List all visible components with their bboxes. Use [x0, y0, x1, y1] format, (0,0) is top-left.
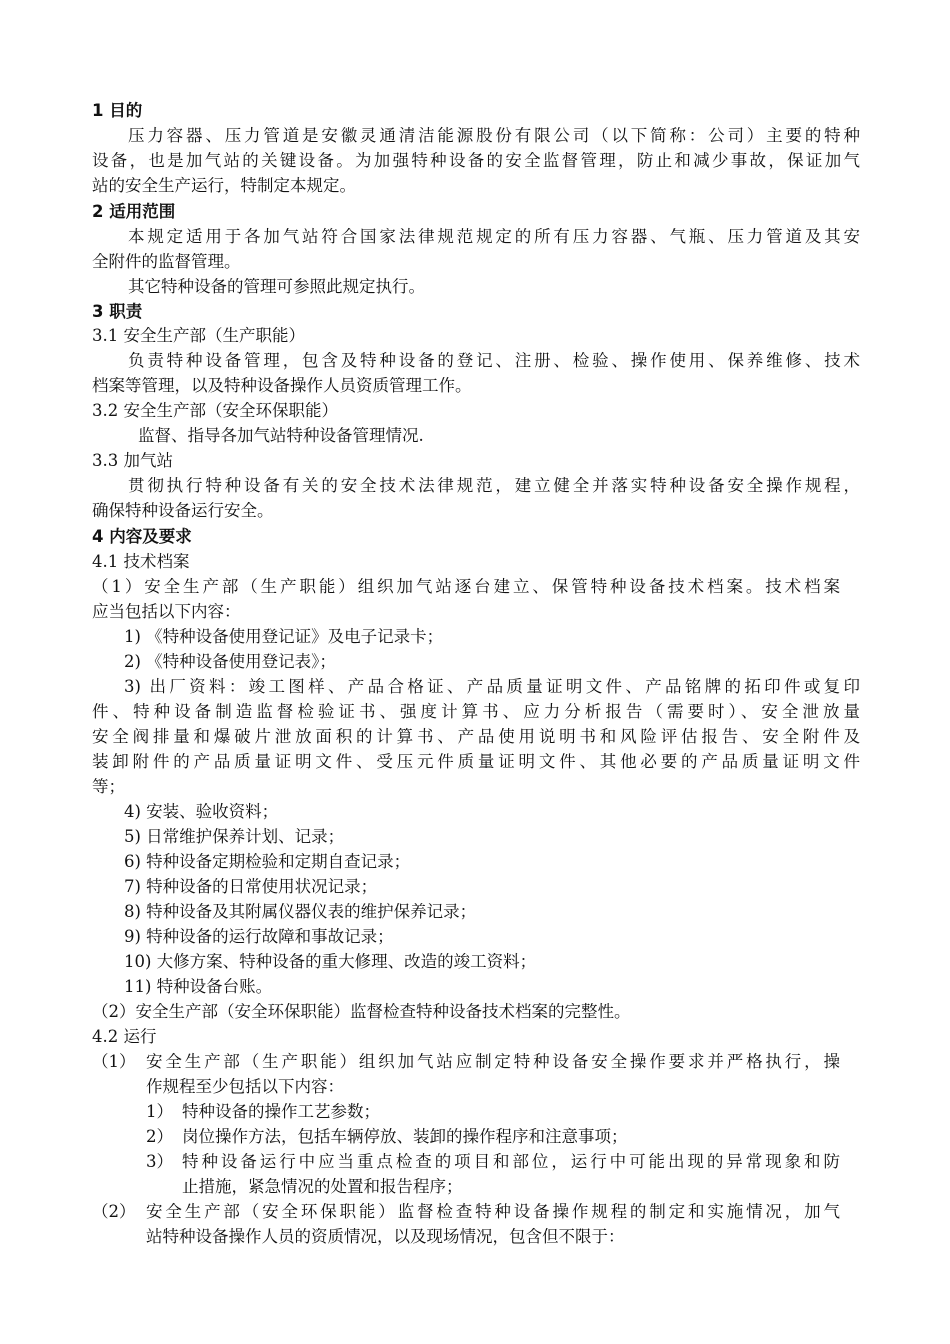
list-item: 5) 日常维护保养计划、记录；	[124, 827, 345, 846]
list-item: 安全生产部（生产职能）组织加气站应制定特种设备安全操作要求并严格执行，操	[146, 1052, 840, 1071]
paragraph-line: 应当包括以下内容：	[92, 602, 241, 621]
list-item: 岗位操作方法，包括车辆停放、装卸的操作程序和注意事项；	[182, 1127, 628, 1146]
paragraph-line: 本规定适用于各加气站符合国家法律规范规定的所有压力容器、气瓶、压力管道及其安	[128, 227, 860, 246]
list-number: （1）	[92, 1052, 136, 1071]
list-item: 特种设备的操作工艺参数；	[182, 1102, 380, 1121]
list-item: 9) 特种设备的运行故障和事故记录；	[124, 927, 394, 946]
subheading: 3.2 安全生产部（安全环保职能）	[92, 401, 338, 420]
subheading: 3.3 加气站	[92, 451, 173, 470]
paragraph-line: 站的安全生产运行，特制定本规定。	[92, 176, 356, 195]
list-number: （2）	[92, 1202, 136, 1221]
list-number: 1）	[146, 1102, 173, 1121]
list-item-continuation: 作规程至少包括以下内容：	[146, 1077, 344, 1096]
paragraph-line: 监督、指导各加气站特种设备管理情况.	[138, 426, 424, 445]
list-item: 3) 出厂资料：竣工图样、产品合格证、产品质量证明文件、产品铭牌的拓印件或复印	[124, 677, 860, 696]
heading-responsibilities: 3 职责	[92, 302, 143, 321]
subheading: 4.2 运行	[92, 1027, 157, 1046]
list-number: 3）	[146, 1152, 173, 1171]
heading-content-requirements: 4 内容及要求	[92, 527, 192, 546]
paragraph-line: 全附件的监督管理。	[92, 252, 241, 271]
list-item: 安全生产部（安全环保职能）监督检查特种设备操作规程的制定和实施情况，加气	[146, 1202, 840, 1221]
list-number: 2）	[146, 1127, 173, 1146]
list-item: 1) 《特种设备使用登记证》及电子记录卡；	[124, 627, 444, 646]
list-item-continuation: 件、特种设备制造监督检验证书、强度计算书、应力分析报告（需要时）、安全泄放量	[92, 702, 860, 721]
list-item-continuation: 安全阀排量和爆破片泄放面积的计算书、产品使用说明书和风险评估报告、安全附件及	[92, 727, 860, 746]
paragraph-line: 设备，也是加气站的关键设备。为加强特种设备的安全监督管理，防止和减少事故，保证加气	[92, 151, 860, 170]
list-item: 2) 《特种设备使用登记表》；	[124, 652, 336, 671]
list-item: 11) 特种设备台账。	[124, 977, 273, 996]
list-item: 特种设备运行中应当重点检查的项目和部位，运行中可能出现的异常现象和防	[182, 1152, 840, 1171]
paragraph-line: 负责特种设备管理，包含及特种设备的登记、注册、检验、操作使用、保养维修、技术	[128, 351, 860, 370]
subheading: 4.1 技术档案	[92, 552, 190, 571]
heading-scope: 2 适用范围	[92, 202, 176, 221]
list-item-continuation: 等；	[92, 777, 125, 796]
list-item: 4) 安装、验收资料；	[124, 802, 279, 821]
list-item-continuation: 止措施，紧急情况的处置和报告程序；	[182, 1177, 463, 1196]
list-item: 8) 特种设备及其附属仪器仪表的维护保养记录；	[124, 902, 477, 921]
paragraph-line: （2）安全生产部（安全环保职能）监督检查特种设备技术档案的完整性。	[92, 1002, 631, 1021]
paragraph-line: 档案等管理，以及特种设备操作人员资质管理工作。	[92, 376, 472, 395]
list-item: 6) 特种设备定期检验和定期自查记录；	[124, 852, 411, 871]
heading-purpose: 1 目的	[92, 101, 143, 120]
list-item: 10) 大修方案、特种设备的重大修理、改造的竣工资料；	[124, 952, 537, 971]
paragraph-line: （1）安全生产部（生产职能）组织加气站逐台建立、保管特种设备技术档案。技术档案	[92, 577, 840, 596]
list-item: 7) 特种设备的日常使用状况记录；	[124, 877, 378, 896]
paragraph-line: 贯彻执行特种设备有关的安全技术法律规范，建立健全并落实特种设备安全操作规程，	[128, 476, 860, 495]
paragraph-line: 压力容器、压力管道是安徽灵通清洁能源股份有限公司（以下简称：公司）主要的特种	[128, 126, 860, 145]
paragraph-line: 确保特种设备运行安全。	[92, 501, 274, 520]
paragraph-line: 其它特种设备的管理可参照此规定执行。	[128, 277, 425, 296]
list-item-continuation: 站特种设备操作人员的资质情况，以及现场情况，包含但不限于：	[146, 1227, 625, 1246]
subheading: 3.1 安全生产部（生产职能）	[92, 326, 305, 345]
list-item-continuation: 装卸附件的产品质量证明文件、受压元件质量证明文件、其他必要的产品质量证明文件	[92, 752, 860, 771]
